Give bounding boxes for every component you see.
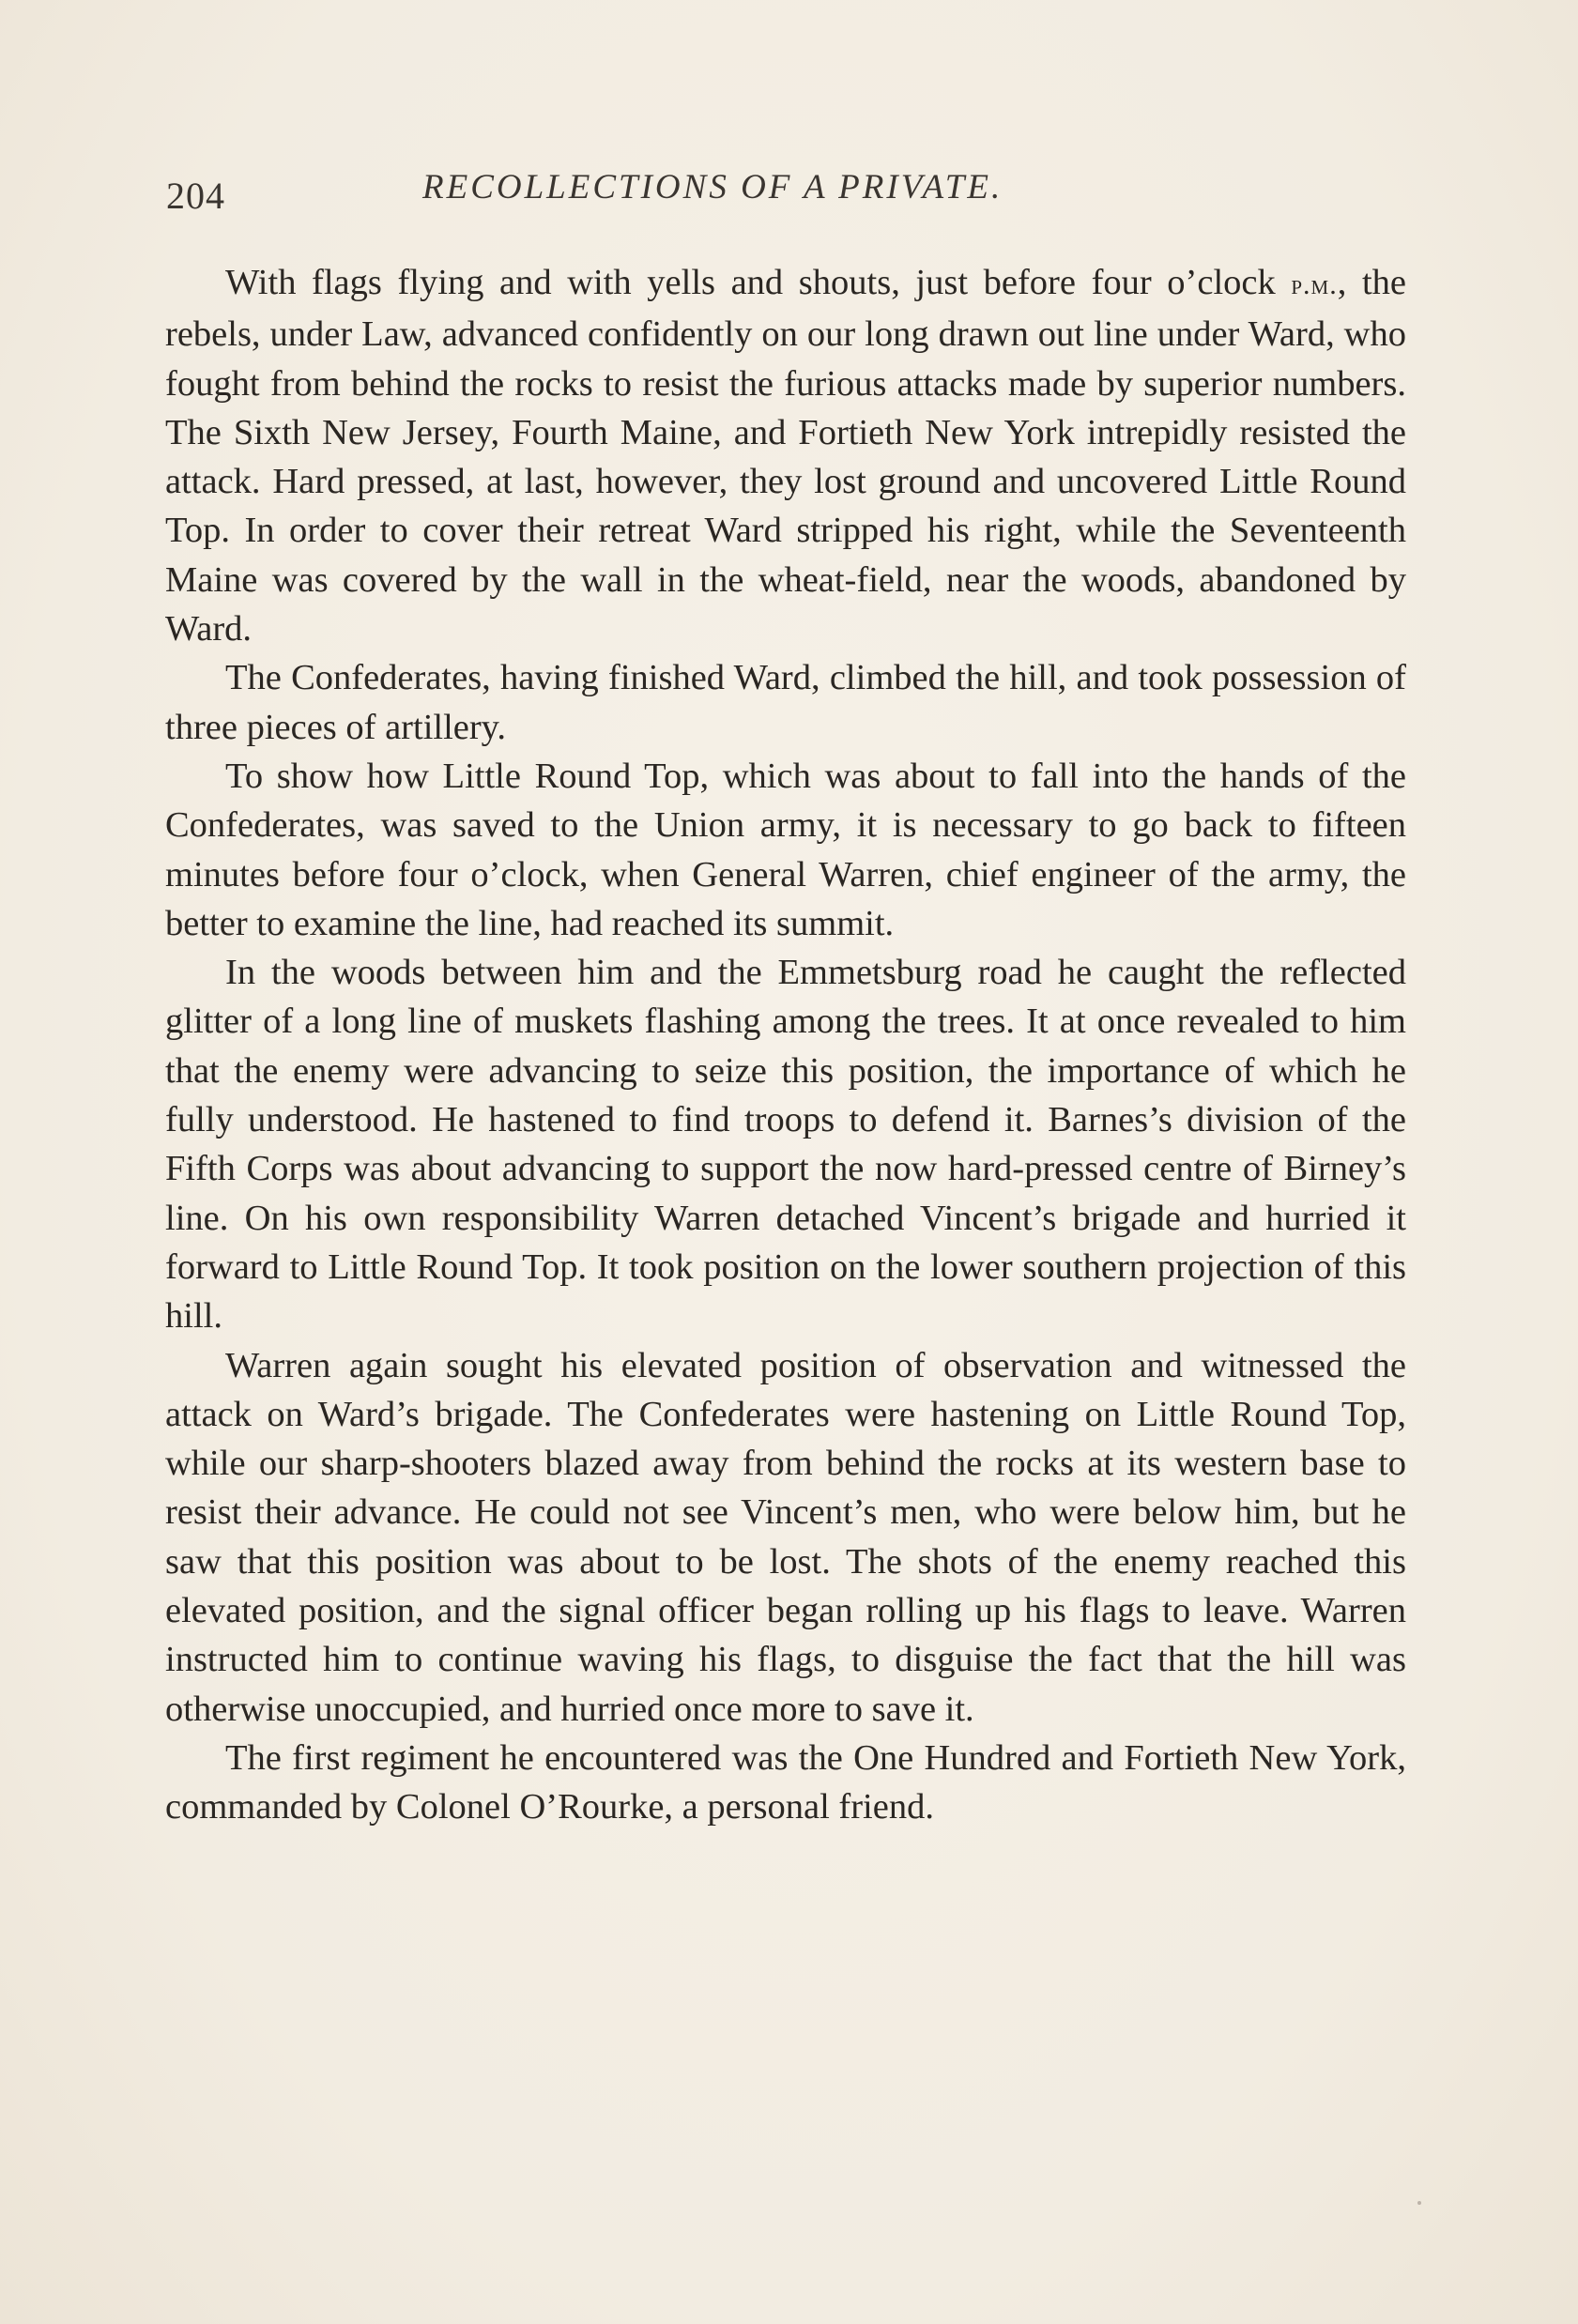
paragraph-1 (165, 258, 1406, 653)
paragraph-4: In the woods between him and the Emmetsburg road he caught the reflected glitter of a long line of muskets flashing among the trees. It at once revealed to him that the enemy were advancing to seize this position, the importance of which he fully understood. He hastened to find troops to defend it. Barnes’s division of the Fifth Corps was about advancing to support the now hard-pressed centre of Birney’s line. On his own responsibility Warren detached Vincent’s brigade and hurried it forward to Little Round Top. It took position on the lower southern projection of this hill. (165, 953, 1406, 1337)
paragraph-1-text-start: With flags flying and with yells and shouts, just before four o’clock (225, 263, 1292, 302)
paragraph-1-text-end: , the rebels, under Law, advanced confidently on our long drawn out line under Ward, who fought from behind the rocks to resist the furious attacks made by superior numbers. The Sixth New Jersey, Fourth Maine, and Fortieth New York intrepidly resisted the attack. Hard pressed, at last, however, they lost ground and uncovered Little Round Top. In order to cover their retreat Ward stripped his right, while the Seventeenth Maine was covered by the wall in the wheat-field, near the woods, abandoned by Ward. (165, 263, 1406, 650)
body-text (165, 258, 1406, 1832)
paragraph-2: The Confederates, having finished Ward, climbed the hill, and took possession of three pieces of artillery. (165, 658, 1406, 747)
running-head: RECOLLECTIONS OF A PRIVATE. (422, 168, 1003, 206)
paragraph-3: To show how Little Round Top, which was about to fall into the hands of the Confederates, was saved to the Union army, it is necessary to go back to fifteen minutes before four o’clock, when General Warren, chief engineer of the army, the better to examine the line, had reached its summit. (165, 756, 1406, 943)
page-number: 204 (166, 175, 225, 217)
time-abbreviation: p.m. (1291, 269, 1338, 300)
paragraph-6: The first regiment he encountered was the One Hundred and Fortieth New York, commanded by Colonel O’Rourke, a personal friend. (165, 1737, 1406, 1827)
paragraph-5: Warren again sought his elevated position of observation and witnessed the attack on Ward’s brigade. The Confederates were hastening on Little Round Top, while our sharp-shooters blazed away from behind the rocks at its western base to resist their advance. He could not see Vincent’s men, who were below him, but he saw that this position was about to be lost. The shots of the enemy reached this elevated position, and the signal officer began rolling up his flags to leave. Warren instructed him to continue waving his flags, to disguise the fact that the hill was otherwise unoccupied, and hurried once more to save it. (165, 1345, 1406, 1729)
paper-speck (1417, 2201, 1421, 2205)
